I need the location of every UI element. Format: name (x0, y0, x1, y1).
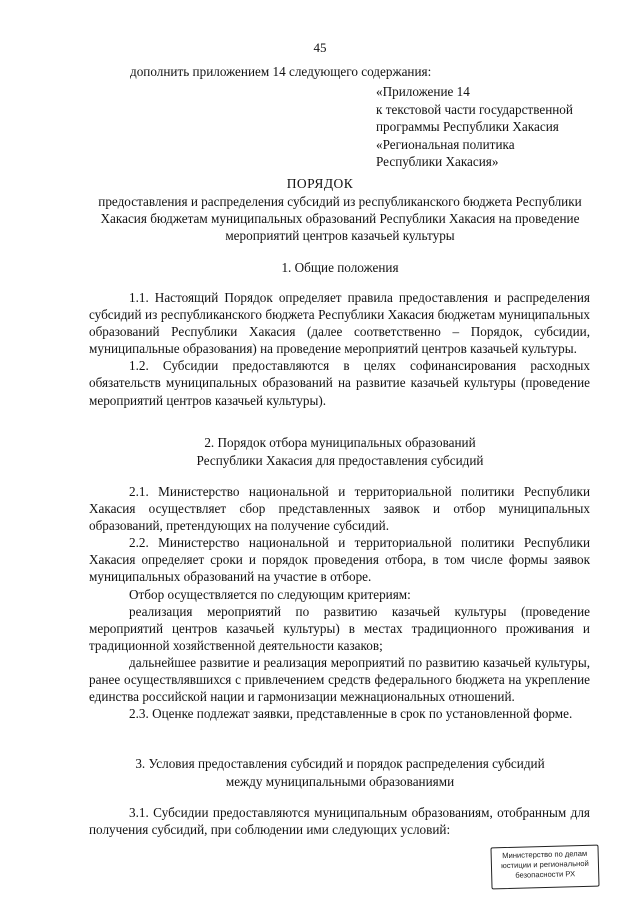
appendix-header (376, 83, 573, 171)
heading-line: Республики Хакасия для предоставления субсидий (196, 452, 484, 468)
page-number: 45 (313, 40, 327, 55)
paragraph: 2.1. Министерство национальной и территориальной политики Республики Хакасия осуществляет сбор представленных заявок и отбор муниципальных образований, претендующих на получение субсидий. (89, 484, 590, 534)
stamp-line: Министерство по делам (502, 848, 588, 861)
paragraph: 3.1. Субсидии предоставляются муниципальным образованиям, отобранным для получения субсидий, при соблюдении ими следующих условий: (89, 805, 590, 838)
paragraph: дальнейшее развитие и реализация мероприятий по развитию казачьей культуры, ранее осуществлявшихся с привлечением средств федерального бюджета на укрепление единства российской нации и гармонизации межнациональных отношений. (89, 654, 590, 705)
paragraph: 2.3. Оценке подлежат заявки, представленные в срок по установленной форме. (129, 706, 573, 722)
appendix-line: Республики Хакасия» (376, 154, 499, 169)
section-3-body (89, 804, 590, 838)
stamp-line: юстиции и региональной (501, 858, 589, 871)
section-1-body (89, 289, 590, 409)
heading-line: 3. Условия предоставления субсидий и порядок распределения субсидий (135, 756, 545, 771)
section-1-heading: 1. Общие положения (281, 260, 399, 275)
registration-stamp (490, 845, 599, 890)
paragraph: реализация мероприятий по развитию казачьей культуры (проведение мероприятий центров казачьей культуры) в местах традиционного проживания и традиционной хозяйственной деятельности казаков; (89, 603, 590, 653)
heading-line: 2. Порядок отбора муниципальных образований (204, 435, 476, 450)
document-subtitle: предоставления и распределения субсидий из республиканского бюджета Республики Хакасия бюджетам муниципальных образований Республики Хакасия на проведение мероприятий центров казачьей культуры (98, 194, 582, 244)
paragraph: 2.2. Министерство национальной и территориальной политики Республики Хакасия определяет сроки и порядок проведения отбора, в том числе формы заявок муниципальных образований на участие в отборе. (89, 535, 590, 585)
section-2-heading (60, 434, 620, 469)
appendix-line: к текстовой части государственной (376, 101, 573, 117)
paragraph: Отбор осуществляется по следующим критериям: (129, 586, 411, 602)
heading-line: между муниципальными образованиями (225, 773, 455, 789)
paragraph: 1.2. Субсидии предоставляются в целях софинансирования расходных обязательств муниципальных образований на развитие казачьей культуры (проведение мероприятий центров казачьей культуры). (89, 358, 590, 408)
stamp-line: безопасности РХ (515, 869, 576, 880)
section-3-heading (60, 755, 620, 790)
appendix-line: «Региональная политика (376, 136, 515, 152)
appendix-line: «Приложение 14 (376, 84, 470, 99)
section-2-body (89, 483, 590, 722)
intro-line: дополнить приложением 14 следующего содержания: (130, 64, 432, 79)
document-title: ПОРЯДОК (286, 176, 354, 191)
appendix-line: программы Республики Хакасия (376, 119, 559, 134)
paragraph: 1.1. Настоящий Порядок определяет правила предоставления и распределения субсидий из республиканского бюджета Республики Хакасия бюджетам муниципальных образований Республики Хакасия (далее соответственно – Порядок, субсидии, муниципальные образования) на проведение мероприятий центров казачьей культуры. (89, 290, 590, 357)
